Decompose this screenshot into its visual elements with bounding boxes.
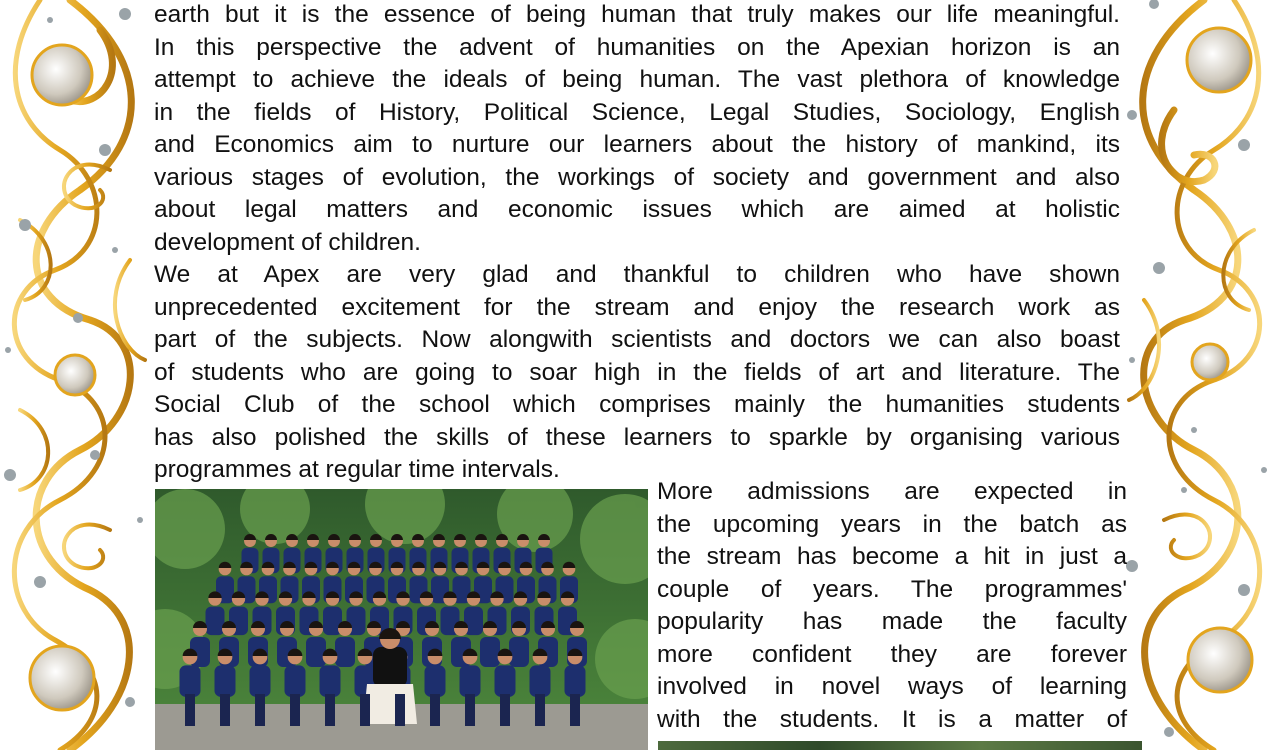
text-line: In this perspective the advent of humanities on the Apexian horizon is an: [154, 33, 1120, 61]
text-line: part of the subjects. Now alongwith scientists and doctors we can also boast: [154, 326, 1120, 353]
student-legs: [465, 694, 475, 726]
student-legs: [325, 694, 335, 726]
text-line: earth but it is the essence of being human that truly makes our life meaningful.: [154, 1, 1120, 28]
student-legs: [430, 694, 440, 726]
text-line: More admissions are expected in: [657, 478, 1127, 505]
left-ornamental-border: [0, 0, 160, 750]
text-line: popularity has made the faculty: [657, 608, 1127, 635]
paragraph-apex-gratitude-end: programmes at regular time intervals.: [154, 456, 560, 483]
text-line: development of children.: [154, 228, 421, 256]
text-line: in the fields of History, Political Science, Legal Studies, Sociology, English: [154, 98, 1120, 126]
right-ornamental-border: [1124, 0, 1274, 750]
second-photo-top-edge: [658, 741, 1142, 750]
text-line: We at Apex are very glad and thankful to children who have shown: [154, 261, 1120, 288]
paragraph-apex-gratitude: [154, 259, 1120, 454]
text-line: attempt to achieve the ideals of being human. The vast plethora of knowledge: [154, 66, 1120, 93]
text-line: couple of years. The programmes': [657, 575, 1127, 603]
student-legs: [360, 694, 370, 726]
student-legs: [185, 694, 195, 726]
text-line: involved in novel ways of learning: [657, 673, 1127, 700]
text-line: about legal matters and economic issues which are aimed at holistic: [154, 196, 1120, 223]
student-legs: [500, 694, 510, 726]
text-line: more confident they are forever: [657, 640, 1127, 668]
text-line: Social Club of the school which comprises mainly the humanities students: [154, 391, 1120, 418]
text-line: has also polished the skills of these learners to sparkle by organising various: [154, 423, 1120, 451]
student-legs: [290, 694, 300, 726]
group-photo: [155, 489, 648, 750]
text-line: of students who are going to soar high in the fields of art and literature. The: [154, 358, 1120, 386]
student-legs: [395, 694, 405, 726]
text-line: the upcoming years in the batch as: [657, 510, 1127, 538]
text-line: unprecedented excitement for the stream and enjoy the research work as: [154, 293, 1120, 321]
paragraph-humanities-intro: [154, 0, 1120, 259]
student-legs: [570, 694, 580, 726]
text-line: with the students. It is a matter of: [657, 705, 1127, 733]
student-legs: [535, 694, 545, 726]
paragraph-admissions: [657, 476, 1127, 736]
student-legs: [220, 694, 230, 726]
text-line: the stream has become a hit in just a: [657, 543, 1127, 570]
student-legs: [255, 694, 265, 726]
text-line: various stages of evolution, the workings of society and government and also: [154, 163, 1120, 191]
text-line: and Economics aim to nurture our learners about the history of mankind, its: [154, 131, 1120, 158]
